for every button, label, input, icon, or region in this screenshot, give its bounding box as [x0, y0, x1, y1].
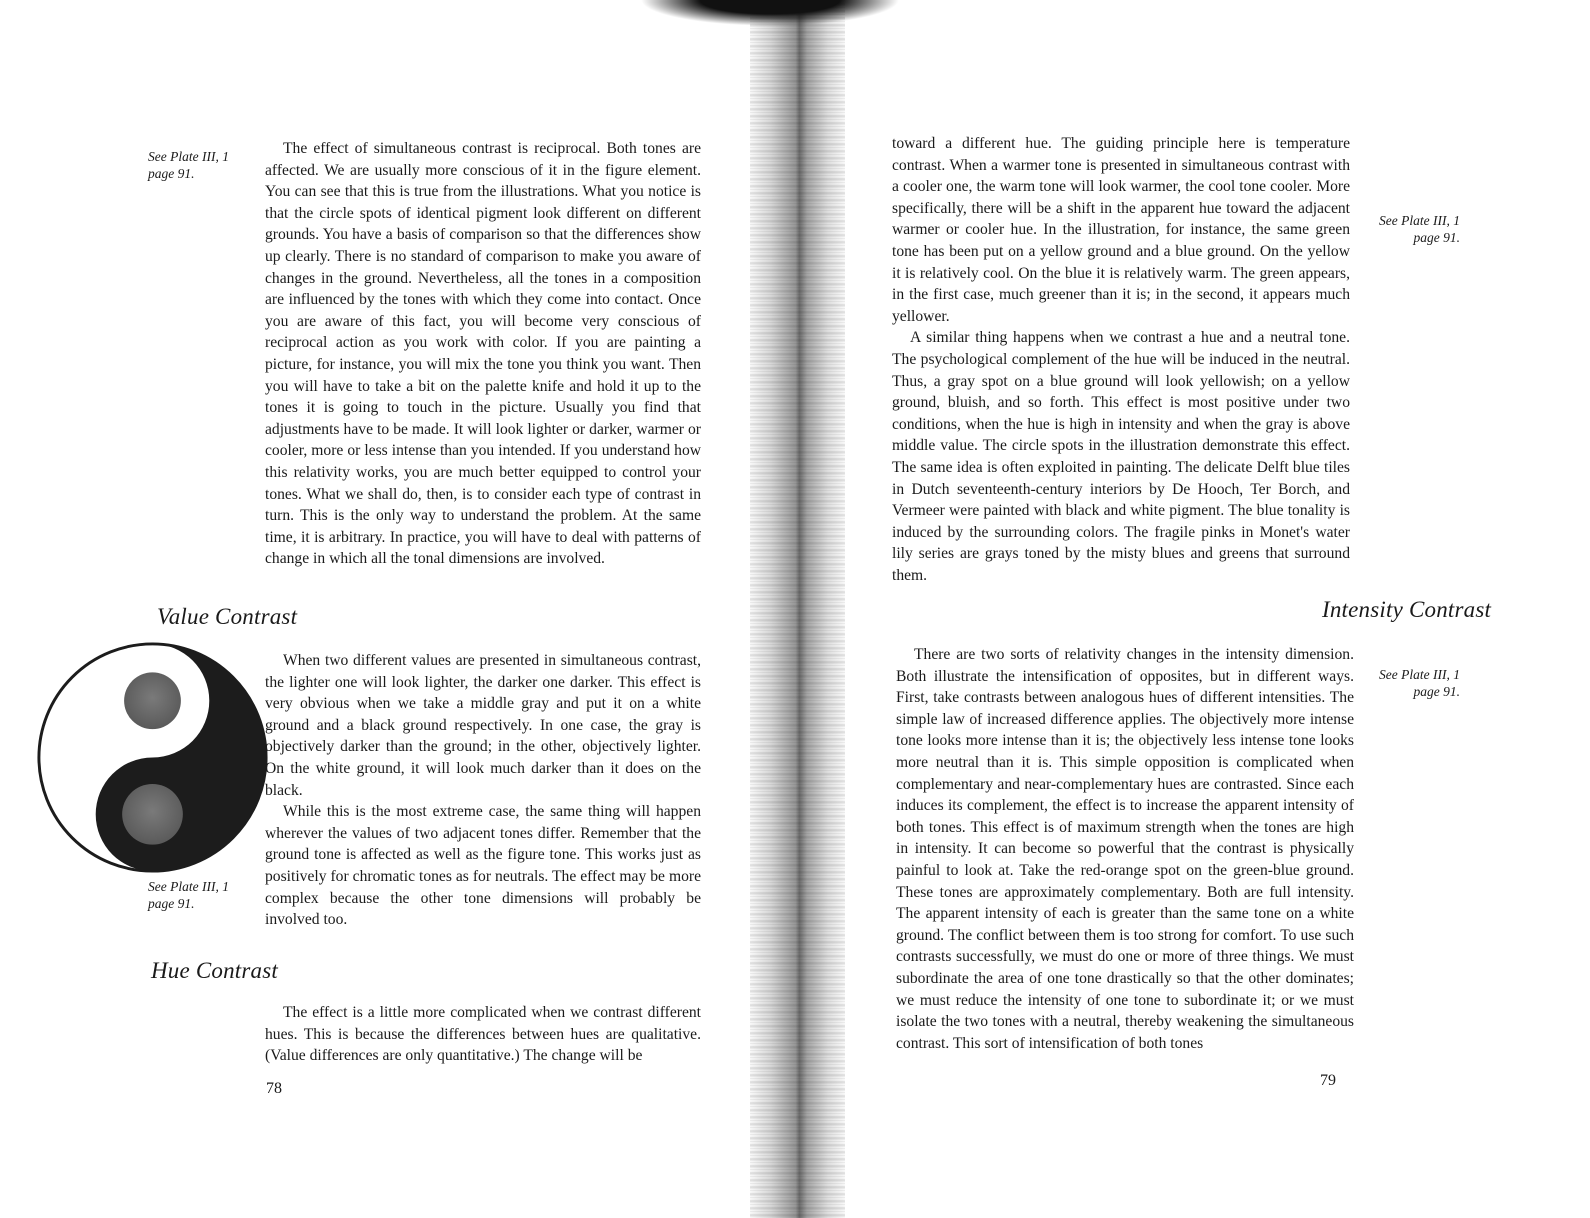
plate-note-line2: page 91.: [148, 166, 195, 181]
plate-note-line1: See Plate III, 1: [148, 879, 229, 894]
left-page: [0, 0, 780, 1218]
page-number-right: 79: [1320, 1072, 1336, 1089]
heading-hue-contrast: Hue Contrast: [151, 958, 278, 983]
plate-note-line2: page 91.: [1413, 230, 1460, 245]
right-page: [820, 0, 1590, 1218]
plate-note-line2: page 91.: [1413, 684, 1460, 699]
intro-text-block: [265, 138, 701, 570]
hue-continuation-text-block: [892, 133, 1350, 586]
hue-paragraph: The effect is a little more complicated when we contrast different hues. This is because the differences between hues are qualitative. (Value differences are only quantitative.) The change will be: [265, 1004, 701, 1065]
page-number-left: 78: [266, 1080, 282, 1097]
plate-note-line1: See Plate III, 1: [1379, 213, 1460, 228]
hue-continuation-paragraph: toward a different hue. The guiding principle here is temperature contrast. When a warmer tone is presented in simultaneous contrast with a cooler one, the warm tone will look warmer, the cool tone cooler. More specifically, there will be a shift in the apparent hue toward the adjacent warmer or cooler hue. In the illustration, for instance, the same green tone has been put on a yellow ground and a blue ground. On the yellow it is relatively cool. On the blue it is relatively warm. The green appears, in the first case, much greener than it is; in the second, it appears much yellower.: [892, 135, 1350, 325]
value-paragraph-2: While this is the most extreme case, the same thing will happen wherever the values of two adjacent tones differ. Remember that the ground tone is affected as well as the figure tone. This works just as positively for chromatic tones as for neutrals. The effect may be more complex because the other tone dimensions will probably be involved too.: [265, 803, 701, 929]
plate-note-left-2: [148, 878, 229, 912]
plate-note-right-2: [1350, 666, 1460, 700]
value-contrast-text-block: [265, 650, 701, 931]
plate-note-line2: page 91.: [148, 896, 195, 911]
plate-note-line1: See Plate III, 1: [1379, 667, 1460, 682]
plate-note-right-1: [1350, 212, 1460, 246]
hue-contrast-text-block: [265, 1002, 701, 1067]
heading-intensity-contrast: Intensity Contrast: [1322, 597, 1492, 622]
value-paragraph-1: When two different values are presented in simultaneous contrast, the lighter one will look lighter, the darker one darker. This effect is very obvious when we take a middle gray and put it on a white ground and a black ground respectively. In one case, the gray is objectively darker than the ground; in the other, objectively lighter. On the white ground, it will look much darker than it does on the black.: [265, 652, 701, 799]
gray-spot-on-dark: [124, 672, 181, 729]
gray-spot-on-dark-lower: [122, 784, 183, 845]
intensity-paragraph: There are two sorts of relativity changes in the intensity dimension. Both illustrate the intensification of opposites, but in different ways. First, take contrasts between analogous hues of different intensities. The simple law of increased difference applies. The objectively more intense tone looks more intense than it is; the objectively less intense tone looks more neutral than it is. This simple opposition is complicated when complementary and near-complementary hues are contrasted. Since each induces its complement, the effect is to increase the apparent intensity of both tones. This effect is of maximum strength when the tones are high in intensity. It can become so powerful that the contrast is physically painful to look at. Take the red-orange spot on the green-blue ground. These tones are approximately complementary. Both are full intensity. The apparent intensity of each is greater than the same tone on a white ground. The conflict between them is too strong for comfort. To use such contrasts successfully, we must do one or more of three things. We must subordinate the area of one tone drastically so that the other dominates; we must reduce the intensity of one tone to subordinate it; or we must isolate the two tones with a neutral, thereby weakening the simultaneous contrast. This sort of intensification of both tones: [896, 646, 1354, 1052]
heading-value-contrast: Value Contrast: [157, 604, 298, 629]
intro-paragraph: The effect of simultaneous contrast is reciprocal. Both tones are affected. We are usually more conscious of it in the figure element. You can see that this is true from the illustrations. What you notice is that the circle spots of identical pigment look different on different grounds. You have a basis of comparison so that the differences show up clearly. There is no standard of comparison to make you aware of changes in the ground. Nevertheless, all the tones in a composition are influenced by the tones with which they come into contact. Once you are aware of this fact, you will become very conscious of reciprocal action as you work with color. If you are painting a picture, for instance, you will mix the tone you think you want. Then you will have to take a bit on the palette knife and hold it up to the tones it is going to touch in the picture. Usually you find that adjustments have to be made. It will look lighter or darker, warmer or cooler, more or less intense than you intended. If you understand how this relativity works, you are much better equipped to control your tones. What we shall do, then, is to consider each type of contrast in turn. This is the only way to understand the problem. At the same time, it is arbitrary. In practice, you will have to deal with patterns of change in which all the tonal dimensions are involved.: [265, 140, 701, 568]
neutral-paragraph: A similar thing happens when we contrast a hue and a neutral tone. The psychological complement of the hue will be induced in the neutral. Thus, a gray spot on a blue ground will look yellowish; on a yellow ground, bluish, and so forth. This effect is most positive under two conditions, when the hue is high in intensity and when the gray is above middle value. The circle spots in the illustration demonstrate this effect. The same idea is often exploited in painting. The delicate Delft blue tiles in Dutch seventeenth-century interiors by De Hooch, Ter Borch, and Vermeer were painted with black and white pigment. The blue tonality is induced by the surrounding colors. The fragile pinks in Monet's water lily series are grays toned by the misty blues and greens that surround them.: [892, 329, 1350, 584]
plate-note-left-1: [148, 148, 229, 182]
yin-yang-value-contrast-icon: [35, 640, 270, 875]
intensity-contrast-text-block: [896, 644, 1354, 1054]
plate-note-line1: See Plate III, 1: [148, 149, 229, 164]
